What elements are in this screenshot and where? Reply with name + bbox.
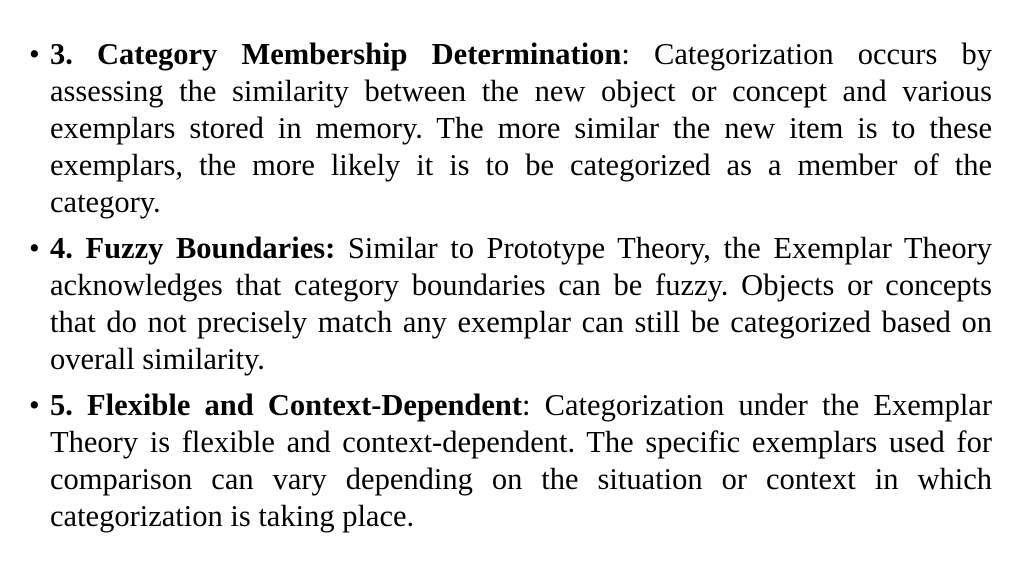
- bullet-term-suffix: :: [621, 37, 630, 71]
- bullet-category-membership: [29, 36, 992, 221]
- bullet-body: Categorization occurs by assessing the similarity between the new object or concept and various exemplars stored in memory. The more similar the new item is to these exemplars, the more likely it is to be categorized as a member of the category.: [50, 37, 992, 219]
- bullet-flexible-context: [29, 387, 992, 535]
- bullet-term: 5. Flexible and Context-Dependent: [50, 388, 523, 422]
- bullet-body: Similar to Prototype Theory, the Exemplar Theory acknowledges that category boundaries can be fuzzy. Objects or concepts that do not precisely match any exemplar can still be categorized based on overall similarity.: [50, 231, 992, 376]
- bullet-list: [29, 36, 992, 544]
- bullet-fuzzy-boundaries: [29, 230, 992, 378]
- bullet-term-suffix: :: [522, 388, 531, 422]
- bullet-term: 4. Fuzzy Boundaries:: [50, 231, 336, 265]
- bullet-marker: •: [29, 388, 40, 422]
- bullet-marker: •: [29, 231, 40, 265]
- bullet-term: 3. Category Membership Determination: [50, 37, 622, 71]
- bullet-body: Categorization under the Exemplar Theory is flexible and context-dependent. The specific exemplars used for comparison can vary depending on the situation or context in which categorization is taking place.: [50, 388, 992, 533]
- bullet-marker: •: [29, 37, 40, 71]
